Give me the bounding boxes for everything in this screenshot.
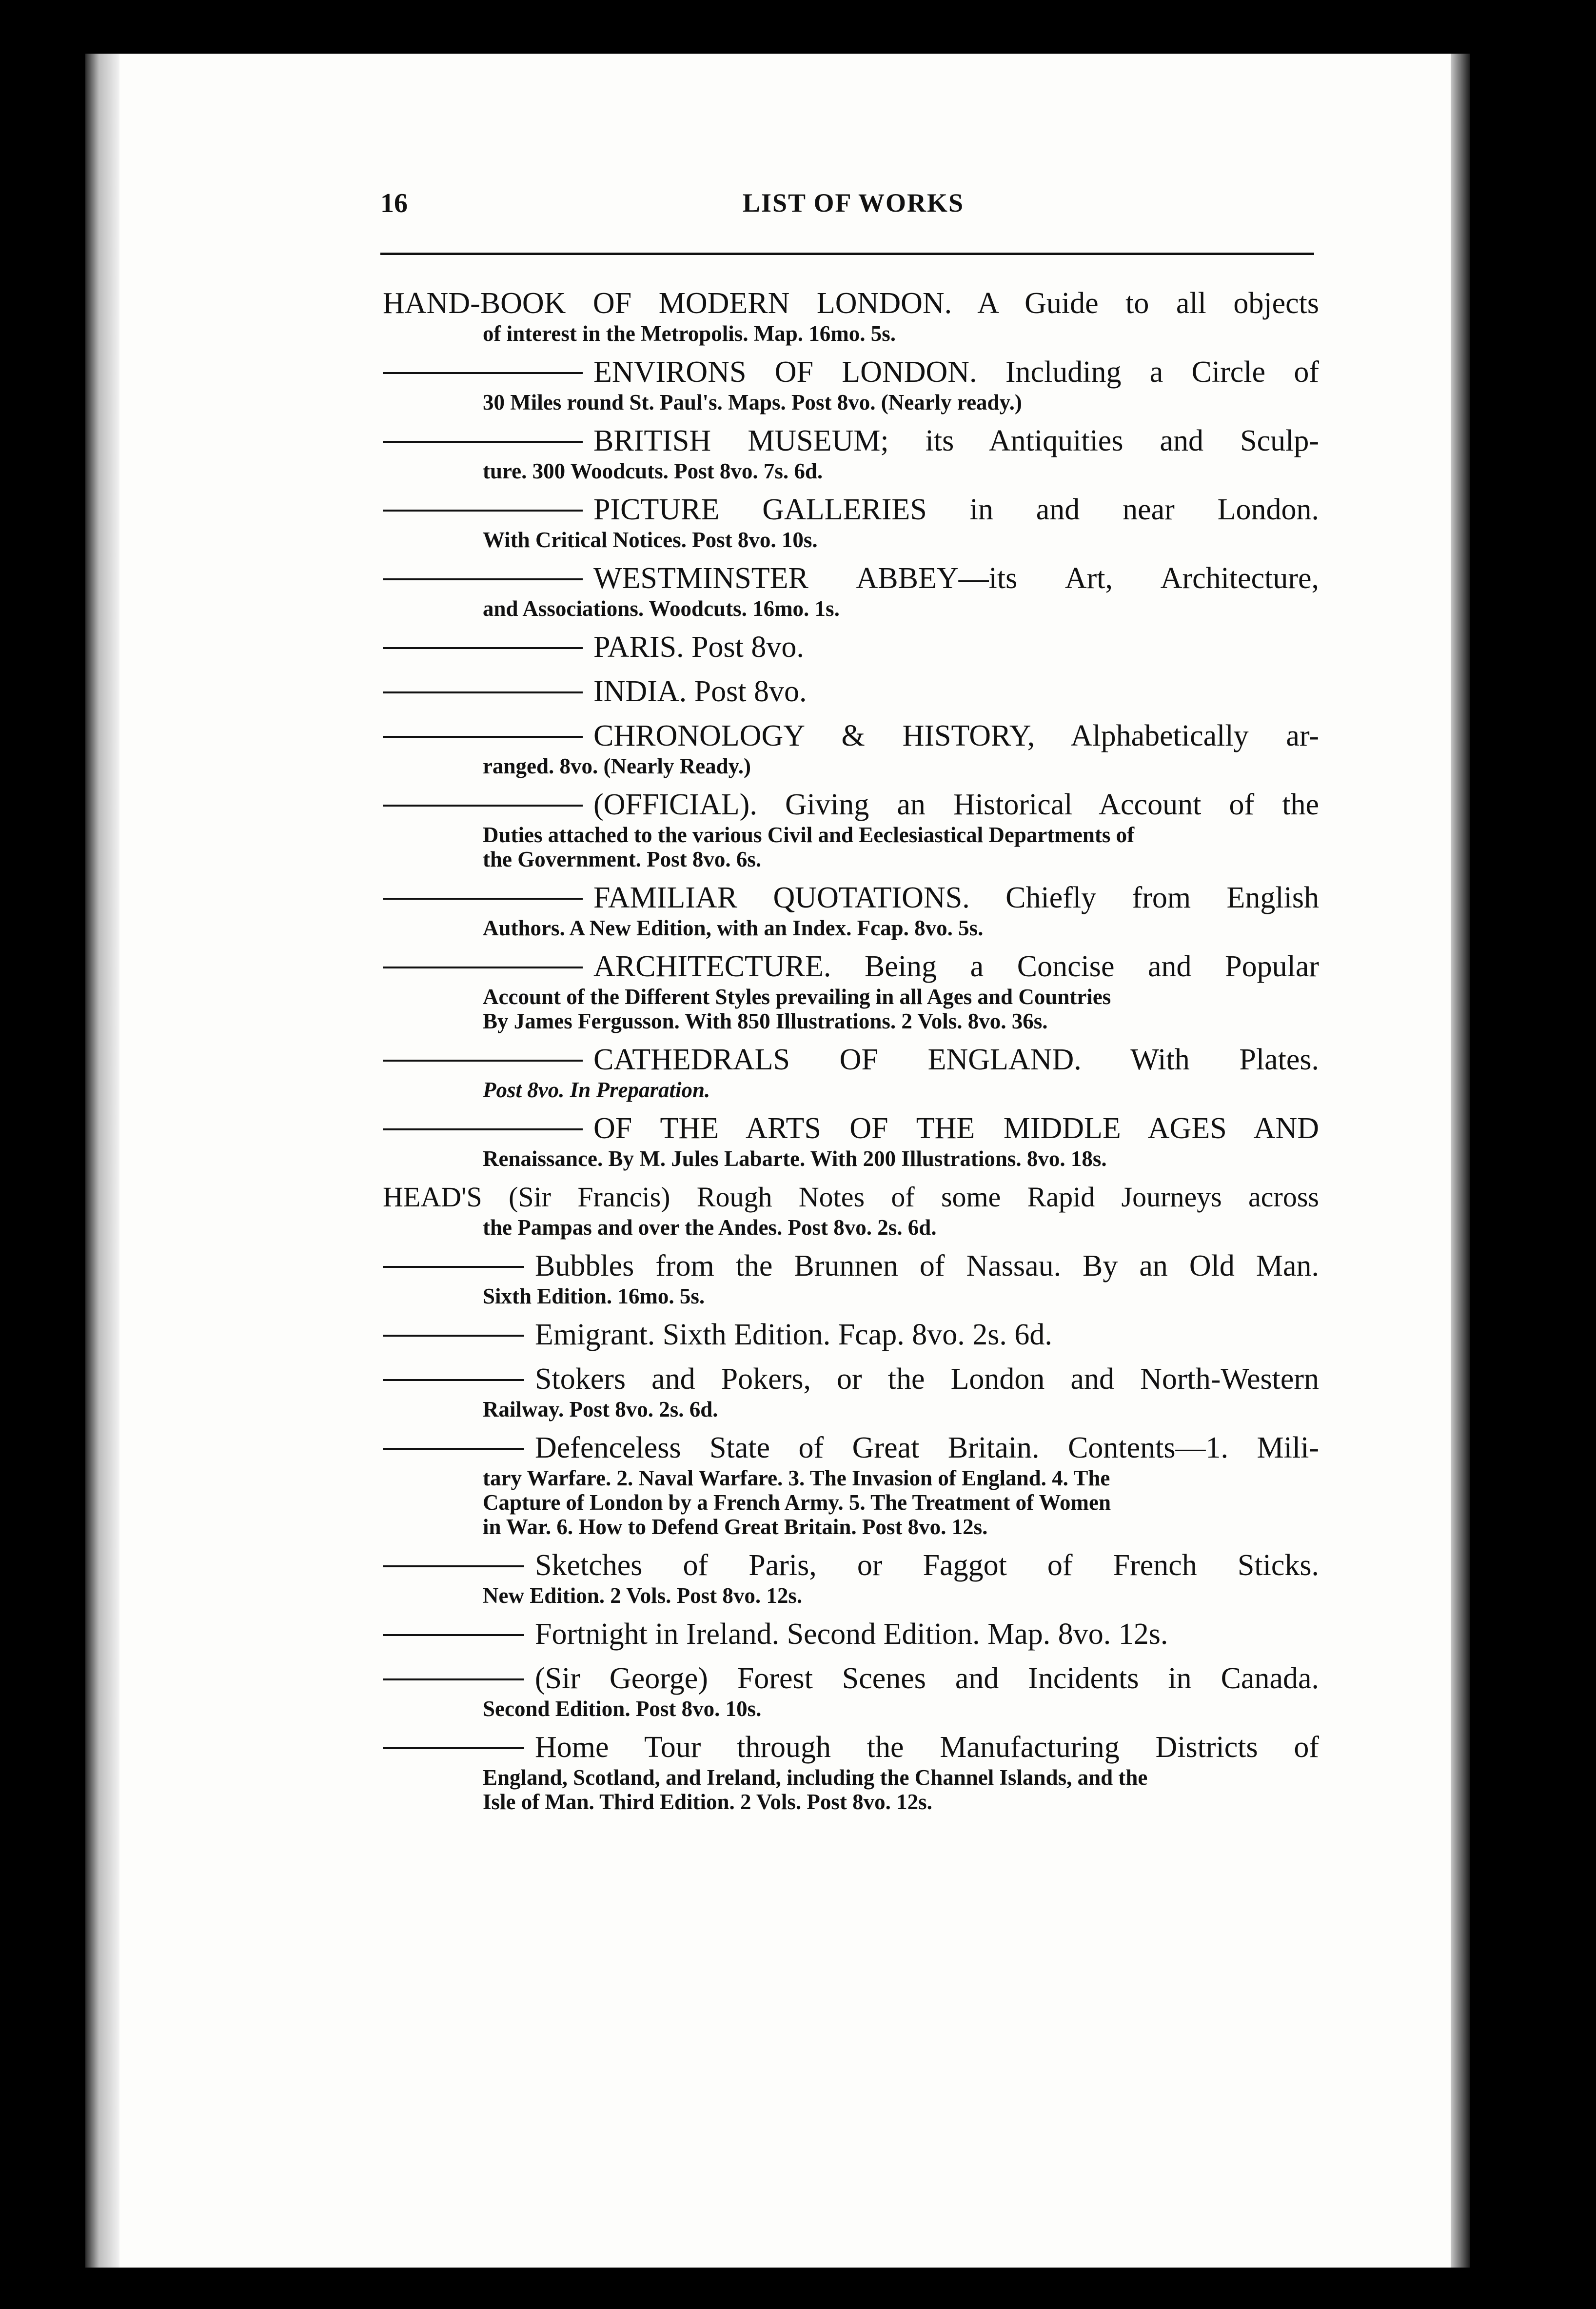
page-right-edge	[1451, 54, 1470, 2268]
page-header	[380, 188, 1326, 227]
entry-details: England, Scotland, and Ireland, including the Channel Islands, and the Isle of Man. Third Edition. 2 Vols. Post 8vo. 12s.	[483, 1765, 1148, 1814]
entry-title: ENVIRONS OF LONDON. Including a Circle of	[593, 355, 1319, 389]
list-item	[383, 1616, 1319, 1652]
ditto-rule	[383, 1747, 524, 1749]
entry-title: Home Tour through the Manufacturing Districts of	[535, 1731, 1319, 1764]
ditto-rule	[383, 372, 583, 374]
list-item	[383, 1179, 1319, 1240]
ditto-rule	[383, 441, 583, 443]
page-binding-shadow	[85, 54, 119, 2268]
ditto-rule	[383, 1335, 524, 1337]
entry-details: Account of the Different Styles prevailing in all Ages and Countries By James Fergusson. With 850 Illustrations. 2 Vols. 8vo. 36s.	[483, 985, 1111, 1033]
list-item	[383, 1430, 1319, 1539]
entry-details: and Associations. Woodcuts. 16mo. 1s.	[483, 596, 840, 621]
entry-details: New Edition. 2 Vols. Post 8vo. 12s.	[483, 1583, 803, 1608]
list-item	[383, 1042, 1319, 1102]
entry-title: (OFFICIAL). Giving an Historical Account of the	[593, 788, 1319, 821]
entry-title: WESTMINSTER ABBEY—its Art, Architecture,	[593, 562, 1319, 595]
entry-details: Authors. A New Edition, with an Index. Fcap. 8vo. 5s.	[483, 916, 984, 940]
entry-title: CATHEDRALS OF ENGLAND. With Plates.	[593, 1043, 1319, 1076]
ditto-rule	[383, 1678, 524, 1680]
list-item	[383, 718, 1319, 778]
entry-details: Duties attached to the various Civil and Eeclesiastical Departments of the Government. Post 8vo. 6s.	[483, 823, 1135, 871]
entry-details: With Critical Notices. Post 8vo. 10s.	[483, 528, 818, 552]
list-item	[383, 1361, 1319, 1421]
entry-title: CHRONOLOGY & HISTORY, Alphabetically ar-	[593, 719, 1319, 752]
list-item	[383, 880, 1319, 940]
header-rule	[380, 253, 1314, 255]
entry-title: PARIS. Post 8vo.	[593, 631, 804, 664]
ditto-rule	[383, 967, 583, 968]
entry-title: PICTURE GALLERIES in and near London.	[593, 493, 1319, 526]
ditto-rule	[383, 736, 583, 738]
entry-title: Emigrant. Sixth Edition. Fcap. 8vo. 2s. 6d.	[535, 1318, 1052, 1351]
list-item	[383, 285, 1319, 346]
entry-title: OF THE ARTS OF THE MIDDLE AGES AND	[593, 1112, 1319, 1145]
list-item	[383, 629, 1319, 665]
ditto-rule	[383, 1379, 524, 1381]
entry-title: Sketches of Paris, or Faggot of French Sticks.	[535, 1549, 1319, 1582]
list-item	[383, 354, 1319, 414]
ditto-rule	[383, 1565, 524, 1567]
ditto-rule	[383, 647, 583, 649]
page-number: 16	[380, 188, 408, 218]
entry-details: of interest in the Metropolis. Map. 16mo. 5s.	[483, 321, 896, 346]
ditto-rule	[383, 510, 583, 512]
list-item	[383, 1317, 1319, 1353]
entry-details: Railway. Post 8vo. 2s. 6d.	[483, 1397, 718, 1421]
list-item	[383, 948, 1319, 1033]
entry-details: ture. 300 Woodcuts. Post 8vo. 7s. 6d.	[483, 459, 823, 483]
entry-details: Renaissance. By M. Jules Labarte. With 200 Illustrations. 8vo. 18s.	[483, 1146, 1107, 1171]
entry-title: (Sir George) Forest Scenes and Incidents in Canada.	[535, 1662, 1319, 1695]
entry-title: BRITISH MUSEUM; its Antiquities and Sculp-	[593, 424, 1319, 457]
ditto-rule	[383, 1634, 524, 1636]
entry-details: ranged. 8vo. (Nearly Ready.)	[483, 754, 751, 778]
entry-details: Post 8vo. In Preparation.	[483, 1078, 710, 1102]
list-item	[383, 423, 1319, 483]
running-title: LIST OF WORKS	[742, 188, 965, 217]
entry-details: 30 Miles round St. Paul's. Maps. Post 8vo. (Nearly ready.)	[483, 390, 1022, 414]
ditto-rule	[383, 1128, 583, 1130]
entry-title: INDIA. Post 8vo.	[593, 675, 807, 708]
list-item	[383, 1248, 1319, 1308]
list-item	[383, 492, 1319, 552]
entry-title: Defenceless State of Great Britain. Contents—1. Mili-	[535, 1431, 1319, 1464]
ditto-rule	[383, 1060, 583, 1062]
list-item	[383, 1547, 1319, 1608]
entry-details: Second Edition. Post 8vo. 10s.	[483, 1697, 762, 1721]
entry-details: the Pampas and over the Andes. Post 8vo. 2s. 6d.	[483, 1215, 937, 1240]
ditto-rule	[383, 1448, 524, 1450]
list-item	[383, 673, 1319, 710]
entry-title: Stokers and Pokers, or the London and North-Western	[535, 1362, 1319, 1396]
list-item	[383, 787, 1319, 871]
entry-title: HEAD'S (Sir Francis) Rough Notes of some Rapid Journeys across	[383, 1181, 1319, 1213]
ditto-rule	[383, 691, 583, 693]
entry-title: HAND-BOOK OF MODERN LONDON. A Guide to all objects	[383, 287, 1319, 320]
entry-title: Bubbles from the Brunnen of Nassau. By an Old Man.	[535, 1249, 1319, 1283]
list-item	[383, 1729, 1319, 1814]
entry-details: Sixth Edition. 16mo. 5s.	[483, 1284, 705, 1308]
list-item	[383, 1110, 1319, 1171]
list-item	[383, 560, 1319, 621]
ditto-rule	[383, 898, 583, 900]
entry-title: ARCHITECTURE. Being a Concise and Popular	[593, 950, 1319, 983]
list-item	[383, 1660, 1319, 1721]
entry-title: FAMILIAR QUOTATIONS. Chiefly from English	[593, 881, 1319, 914]
entry-details: tary Warfare. 2. Naval Warfare. 3. The Invasion of England. 4. The Capture of London by a French Army. 5. The Treatment of Women in War. 6. How to Defend Great Britain. Post 8vo. 12s.	[483, 1466, 1111, 1539]
works-list	[383, 285, 1319, 1822]
ditto-rule	[383, 805, 583, 807]
ditto-rule	[383, 578, 583, 580]
ditto-rule	[383, 1266, 524, 1268]
entry-title: Fortnight in Ireland. Second Edition. Map. 8vo. 12s.	[535, 1618, 1168, 1651]
